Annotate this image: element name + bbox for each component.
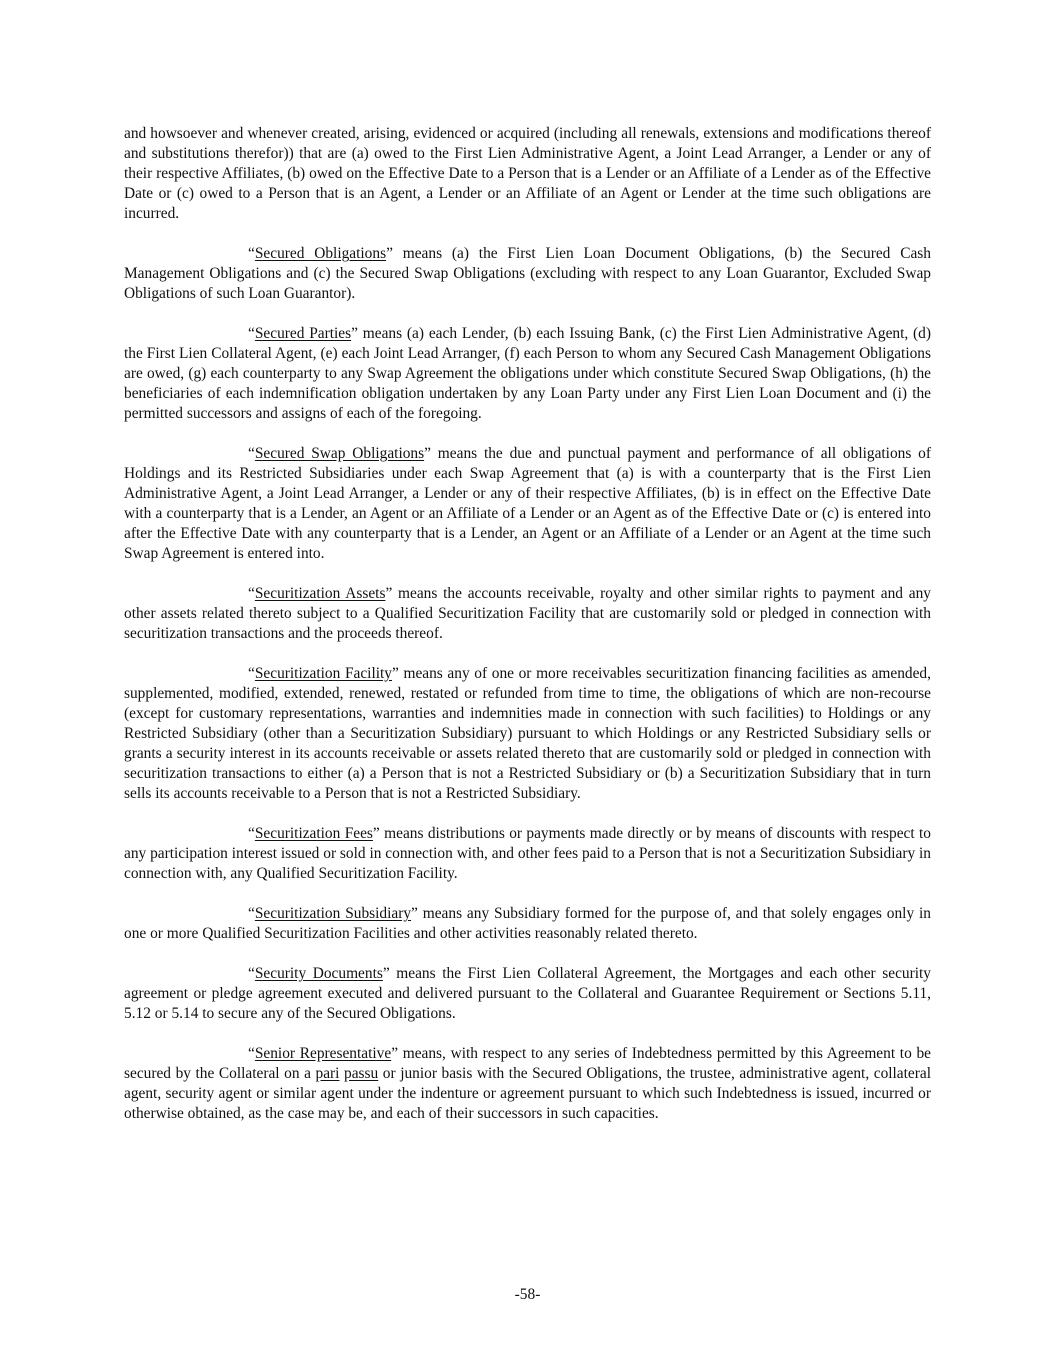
definition-secured-obligations [124,244,931,304]
close-quote: ” [351,325,358,342]
close-quote: ” [391,665,399,682]
definition-text: means the accounts receivable, royalty and other similar rights to payment and any other assets related thereto subject to a Qualified Securitization Facility that are customarily sold or pledged in connection with securitization transactions and the proceeds thereof. [124,585,931,642]
definition-security-documents [124,964,931,1024]
intro-paragraph: and howsoever and whenever created, arising, evidenced or acquired (including all renewals, extensions and modifications thereof and substitutions therefor)) that are (a) owed to the First Lien Administrative Agent, a Joint Lead Arranger, a Lender or any of their respective Affiliates, (b) owed on the Effective Date to a Person that is a Lender or an Affiliate of a Lender as of the Effective Date or (c) owed to a Person that is an Agent, a Lender or an Affiliate of an Agent or Lender at the time such obligations are incurred. [124,125,931,222]
defined-term: Secured Swap Obligations [254,445,425,462]
definition-securitization-facility [124,664,931,804]
close-quote: ” [424,445,431,462]
page-number: -58- [514,1286,541,1303]
definition-securitization-assets [124,584,931,644]
definition-senior-representative [124,1044,931,1124]
defined-term: Securitization Subsidiary [254,905,412,922]
defined-term: Security Documents [254,965,383,982]
open-quote: “ [248,905,255,922]
definition-text: means any of one or more receivables securitization financing facilities as amended, supplemented, modified, extended, renewed, restated or refunded from time to time, the obligations of which are non-recourse (except for customary representations, warranties and indemnities made in connection with such facilities) to Holdings or any Restricted Subsidiary (other than a Securitization Subsidiary) pursuant to which Holdings or any Restricted Subsidiary sells or grants a security interest in its accounts receivable or assets related thereto that are customarily sold or pledged in connection with securitization transactions to either (a) a Person that is not a Restricted Subsidiary or (b) a Securitization Subsidiary that in turn sells its accounts receivable to a Person that is not a Restricted Subsidiary. [124,665,931,802]
open-quote: “ [248,325,255,342]
definition-secured-parties [124,324,931,424]
defined-term: Senior Representative [254,1045,392,1062]
definition-text: means the First Lien Collateral Agreement, the Mortgages and each other security agreement or pledge agreement executed and delivered pursuant to the Collateral and Guarantee Requirement or Sections 5.11, 5.12 or 5.14 to secure any of the Secured Obligations. [124,965,931,1022]
latin-term-pari: pari [315,1065,340,1082]
open-quote: “ [248,665,255,682]
open-quote: “ [248,965,255,982]
open-quote: “ [248,445,255,462]
close-quote: ” [372,825,380,842]
definition-text: means (a) each Lender, (b) each Issuing Bank, (c) the First Lien Administrative Agent, (d) the First Lien Collateral Agent, (e) each Joint Lead Arranger, (f) each Person to whom any Secured Cash Management Obligations are owed, (g) each counterparty to any Swap Agreement the obligations under which constitute Secured Swap Obligations, (h) the beneficiaries of each indemnification obligation undertaken by any Loan Party under any First Lien Loan Document and (i) the permitted successors and assigns of each of the foregoing. [124,325,931,422]
close-quote: ” [382,965,390,982]
definition-text-continued: or junior basis with the Secured Obligations, the trustee, administrative agent, collateral agent, security agent or similar agent under the indenture or agreement pursuant to which such Indebtedness is issued, incurred or otherwise obtained, as the case may be, and each of their successors in such capacities. [124,1065,931,1122]
latin-term-passu: passu [344,1065,379,1082]
definition-text: means (a) the First Lien Loan Document Obligations, (b) the Secured Cash Management Obligations and (c) the Secured Swap Obligations (excluding with respect to any Loan Guarantor, Excluded Swap Obligations of such Loan Guarantor). [124,245,931,302]
document-body [124,124,931,1144]
definition-text: means the due and punctual payment and performance of all obligations of Holdings and its Restricted Subsidiaries under each Swap Agreement that (a) is with a counterparty that is the First Lien Administrative Agent, a Joint Lead Arranger, a Lender or any of their respective Affiliates, (b) is in effect on the Effective Date with a counterparty that is a Lender, an Agent or an Affiliate of a Lender or an Agent as of the Effective Date or (c) is entered into after the Effective Date with any counterparty that is a Lender, an Agent or an Affiliate of a Lender or an Agent at the time such Swap Agreement is entered into. [124,445,931,562]
definition-secured-swap-obligations [124,444,931,564]
definition-text: means, with respect to any series of Indebtedness permitted by this Agreement to be secured by the Collateral on a [124,1045,931,1082]
defined-term: Securitization Facility [254,665,392,682]
defined-term: Secured Obligations [254,245,387,262]
defined-term: Secured Parties [254,325,352,342]
definition-securitization-subsidiary [124,904,931,944]
open-quote: “ [248,825,255,842]
close-quote: ” [385,585,393,602]
definition-securitization-fees [124,824,931,884]
close-quote: ” [391,1045,399,1062]
open-quote: “ [248,1045,255,1062]
open-quote: “ [248,585,255,602]
defined-term: Securitization Assets [254,585,386,602]
close-quote: ” [386,245,393,262]
open-quote: “ [248,245,255,262]
definition-text: means distributions or payments made directly or by means of discounts with respect to any participation interest issued or sold in connection with, and other fees paid to a Person that is not a Securitization Subsidiary in connection with, any Qualified Securitization Facility. [124,825,931,882]
defined-term: Securitization Fees [254,825,373,842]
definition-text: means any Subsidiary formed for the purpose of, and that solely engages only in one or more Qualified Securitization Facilities and other activities reasonably related thereto. [124,905,931,942]
close-quote: ” [411,905,418,922]
